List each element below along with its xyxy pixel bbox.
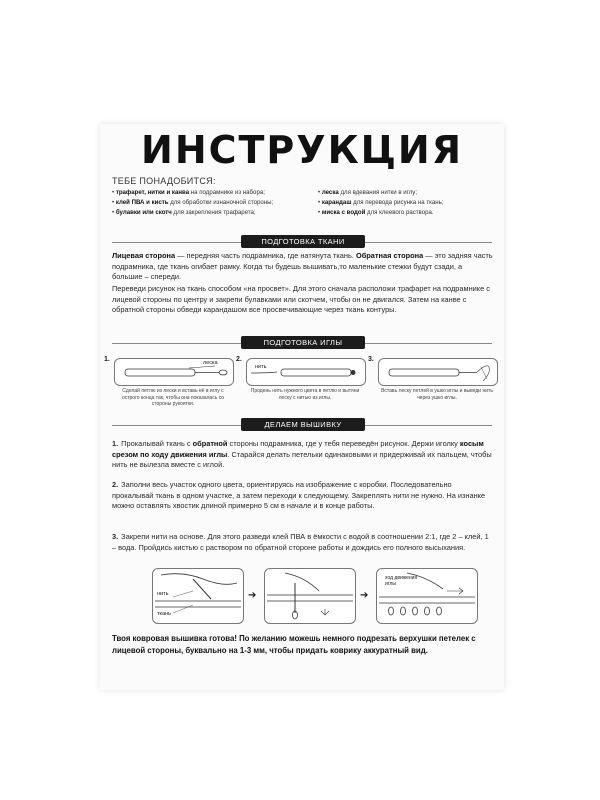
embroidery-figure-1 (152, 568, 244, 624)
section-embroidery-heading: ДЕЛАЕМ ВЫШИВКУ (241, 418, 365, 431)
needle-figure-3 (378, 358, 498, 386)
embroidery-step-3: 3. Закрепи нити на основе. Для этого разведи клей ПВА в ёмкости с водой в соотношении 2:1, где 2 – клей, 1 – вода. Пройдись кистью с раствором по обратной стороне работы и дождись его полного высыхания. (112, 532, 489, 552)
list-item: • карандаш для перевода рисунка на ткань; (318, 198, 498, 208)
embroidery-figure-3 (376, 568, 478, 624)
needle-step-caption: Вставь леску петлей в ушко иглы и выведи нить через ушко иглы. (381, 388, 493, 401)
needle-figure-1 (114, 358, 234, 386)
needle-step-caption: Продень нить нужного цвета в петлю и вытяни леску с нитью из иглы. (250, 388, 360, 401)
needle-step-caption: Сделай петлю из лески и вставь её в иглу с острого конца так, чтобы она показалась со стороны рукоятки. (121, 388, 225, 407)
label-line: леска (203, 360, 218, 366)
embroidery-step-1: 1. Прокалывай ткань с обратной стороны подрамника, где у тебя переведён рисунок. Держи иголку косым срезом по ходу движения иглы. Старайся делать петельки одинаковыми и придерживай их пальцем, чтобы нить не вылезла вместе с иглой. (112, 439, 492, 470)
embroidery-step-2: 2. Заполни весь участок одного цвета, ориентируясь на изображение с коробки. Последовательно прокалывай ткань в одном участке, а затем переходи к следующему. Закреплять нити не нужно. На изнанке можно оставлять хвостик длиной примерно 5 см в начале и в конце работы. (112, 480, 486, 511)
label-fabric: ткань (157, 611, 172, 617)
needle-step-number: 2. (236, 356, 242, 363)
need-list-left (112, 188, 322, 218)
needle-threader-illustration (379, 359, 497, 385)
fabric-paragraph-2: Переведи рисунок на ткань способом «на просвет». Для этого сначала расположи трафарет на подрамнике с лицевой стороны по центру и закрепи булавками или скотчем, чтобы он не двигался. Затем на канве с обратной стороны обведи карандашом все просвечивающие через ткань контуры. (112, 284, 490, 315)
arrow-right-icon: ➔ (360, 590, 369, 601)
needle-step-number: 3. (368, 356, 374, 363)
label-thread: нить (255, 364, 267, 370)
list-item: • леска для вдевания нитки в иглу; (318, 188, 498, 198)
need-heading: ТЕБЕ ПОНАДОБИТСЯ: (112, 176, 216, 186)
needle-threader-illustration (247, 359, 365, 385)
label-thread: нить (157, 591, 169, 597)
list-item: • клей ПВА и кисть для обработки изнаночной стороны; (112, 198, 322, 208)
list-item: • миска с водой для клеевого раствора. (318, 208, 498, 218)
label-direction: ход движения иглы (385, 575, 418, 587)
arrow-right-icon: ➔ (248, 590, 257, 601)
fabric-paragraph-1: Лицевая сторона — передняя часть подрамника, где натянута ткань. Обратная сторона — это задняя часть подрамника, где ткань огибает рамку. Когда ты будешь вышивать,то маленькие стежки будут сзади, а большие – спереди. (112, 251, 493, 282)
page-title: ИНСТРУКЦИЯ (141, 128, 463, 172)
instruction-sheet (100, 124, 504, 690)
needle-step-number: 1. (104, 356, 110, 363)
list-item: • трафарет, нитки и канва на подрамнике из набора; (112, 188, 322, 198)
section-needle-heading: ПОДГОТОВКА ИГЛЫ (241, 336, 365, 349)
list-item: • булавки или скотч для закрепления трафарета; (112, 208, 322, 218)
need-list-right (318, 188, 498, 218)
final-note: Твоя ковровая вышивка готова! По желанию можешь немного подрезать верхушки петелек с лицевой стороны, буквально на 1-3 мм, чтобы придать коврику аккуратный вид. (112, 634, 476, 655)
needle-loop-illustration (265, 569, 355, 623)
section-fabric-heading: ПОДГОТОВКА ТКАНИ (241, 235, 365, 248)
needle-figure-2 (246, 358, 366, 386)
embroidery-figure-2 (264, 568, 356, 624)
